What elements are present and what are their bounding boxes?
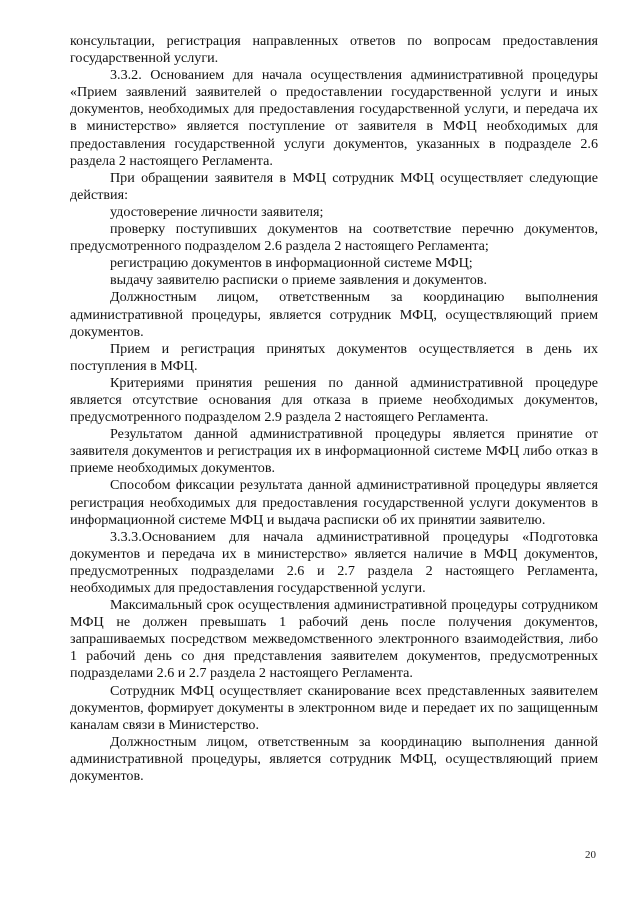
- paragraph-15: Сотрудник МФЦ осуществляет сканирование всех представленных заявителем документов, формирует документы в электронном виде и передает их по защищенным каналам связи в Министерство.: [70, 682, 598, 733]
- paragraph-2: 3.3.2. Основанием для начала осуществления административной процедуры «Прием заявлений заявителей о предоставлении государственной услуги и иных документов, необходимых для предоставления государственной услуги, и передача их в министерство» является поступление от заявителя в МФЦ необходимых для предоставления государственной услуги документов, указанных в подразделе 2.6 раздела 2 настоящего Регламента.: [70, 67, 598, 169]
- paragraph-14: Максимальный срок осуществления административной процедуры сотрудником МФЦ не должен превышать 1 рабочий день после получения документов, запрашиваемых посредством межведомственного электронного взаимодействия, либо 1 рабочий день со дня представления заявителем документов, предусмотренных подразделами 2.6 и 2.7 раздела 2 настоящего Регламента.: [70, 597, 598, 682]
- paragraph-11: Результатом данной административной процедуры является принятие от заявителя документов и регистрация их в информационной системе МФЦ либо отказ в приеме необходимых документов.: [70, 426, 598, 477]
- paragraph-5: проверку поступивших документов на соответствие перечню документов, предусмотренного подразделом 2.6 раздела 2 настоящего Регламента;: [70, 221, 598, 255]
- paragraph-10: Критериями принятия решения по данной административной процедуре является отсутствие основания для отказа в приеме необходимых документов, предусмотренного подразделом 2.9 раздела 2 настоящего Регламента.: [70, 374, 598, 426]
- paragraph-8: Должностным лицом, ответственным за координацию выполнения административной процедуры, является сотрудник МФЦ, осуществляющий прием документов.: [70, 289, 598, 340]
- paragraph-6: регистрацию документов в информационной системе МФЦ;: [110, 255, 473, 272]
- paragraph-12: Способом фиксации результата данной административной процедуры является регистрация необходимых для предоставления государственной услуги документов в информационной системе МФЦ и выдача расписки об их принятии заявителю.: [70, 477, 598, 528]
- paragraph-3: При обращении заявителя в МФЦ сотрудник МФЦ осуществляет следующие действия:: [70, 169, 598, 203]
- paragraph-13: 3.3.3.Основанием для начала административной процедуры «Подготовка документов и передача их в министерство» является наличие в МФЦ документов, предусмотренных подразделами 2.6 и 2.7 раздела 2 настоящего Регламента, необходимых для предоставления государственной услуги.: [70, 528, 598, 596]
- paragraph-16: Должностным лицом, ответственным за координацию выполнения данной административной процедуры, является сотрудник МФЦ, осуществляющий прием документов.: [70, 733, 598, 785]
- paragraph-1: консультации, регистрация направленных ответов по вопросам предоставления государственной услуги.: [70, 33, 598, 67]
- paragraph-7: выдачу заявителю расписки о приеме заявления и документов.: [110, 272, 487, 289]
- paragraph-9: Прием и регистрация принятых документов осуществляется в день их поступления в МФЦ.: [70, 340, 598, 374]
- page-number: 20: [585, 849, 596, 861]
- paragraph-4: удостоверение личности заявителя;: [110, 203, 324, 220]
